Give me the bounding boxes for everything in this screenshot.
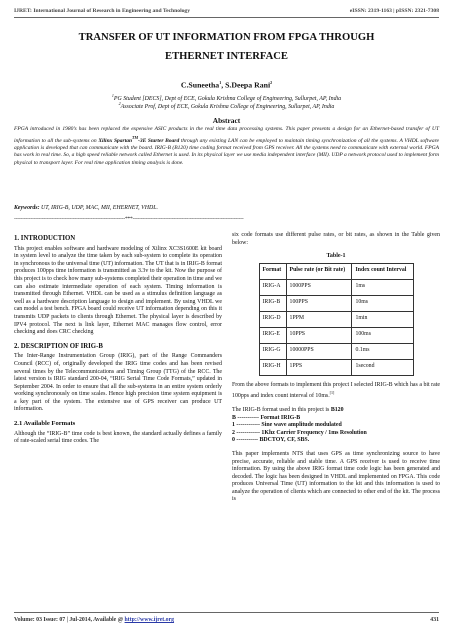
affiliation-2 <box>14 101 439 110</box>
table-cell: IRIG-H <box>259 359 286 375</box>
journal-link[interactable]: http://www.ijret.org <box>124 617 175 623</box>
format-code-list <box>232 415 440 445</box>
running-header <box>14 8 439 14</box>
table-row <box>259 359 413 375</box>
citation-ref: [1] <box>329 390 335 396</box>
author-2: S.Deepa Rani <box>225 80 271 90</box>
section-1-heading: 1. INTRODUCTION <box>14 235 76 242</box>
table-cell: 0.1ms <box>352 343 413 359</box>
table-cell: 1second <box>352 359 413 375</box>
table-row <box>259 327 413 343</box>
footer-volume-text: Volume: 03 Issue: 07 | Jul-2014, Available @ <box>14 617 125 623</box>
format-used-paragraph <box>232 407 440 415</box>
author-1: C.Suneetha <box>180 80 220 90</box>
format-used-text: The IRIG-B format used in this project is <box>232 406 331 413</box>
table-cell: IRIG-A <box>259 279 286 295</box>
selection-paragraph <box>232 382 440 401</box>
footer-volume <box>14 617 174 623</box>
issn: eISSN: 2319-1163 | pISSN: 2321-7308 <box>349 8 439 14</box>
table-header-cell: Pulse rate (or Bit rate) <box>286 263 352 279</box>
author-1-sup: 1 <box>219 80 222 85</box>
table-header-cell: Format <box>259 263 286 279</box>
table-intro: six code formats use different pulse rates, or bit rates, as shown in the Table given below: <box>232 232 440 246</box>
abstract-part-2: through any existing LAN can be employed to maintain timing synchronization of all the systems. A VHDL software application is developed that can communicate with the board. IRIG-B (B120) time coding format received from GPS receiver. All the systems need to communicate with external world. FPGA has work in real time. So, a high speed reliable network called Ethernet is used. In its physical layer we use media independent interface (MII). UDP a network protocol used to implement form physical to transport layer. For real time application timing analysis is done. <box>14 137 439 166</box>
author-list <box>14 80 439 90</box>
table-cell: 1ms <box>352 279 413 295</box>
journal-name: IJRET: International Journal of Research in Engineering and Technology <box>14 8 191 14</box>
table-row <box>259 279 413 295</box>
page-number: 431 <box>430 617 439 623</box>
table-row <box>259 311 413 327</box>
title-line-2: ETHERNET INTERFACE <box>165 51 288 62</box>
section-2-heading: 2. DESCRIPTION OF IRIG-B <box>14 342 103 350</box>
keywords-text: UT, IRIG-B, UDP, MAC, MII, EHERNET, VHDL. <box>39 205 158 211</box>
table-caption: Table-1 <box>326 253 346 260</box>
table-cell: IRIG-D <box>259 311 286 327</box>
table-header-row <box>259 263 413 279</box>
aff1-sup: 1 <box>111 93 114 98</box>
table-cell: IRIG-B <box>259 295 286 311</box>
formats-table <box>259 263 414 376</box>
table-cell: IRIG-E <box>259 327 286 343</box>
author-sep: , <box>221 80 226 90</box>
paper-title <box>14 28 439 66</box>
code-line: 1 ------------ Sine wave amplitude modulated <box>232 422 342 429</box>
selection-text: From the above formats to implement this project I selected IRIG-B which has a bit rate 100pps and index count interval of 10ms. <box>232 381 440 400</box>
abstract-body <box>14 126 439 167</box>
footer-rule <box>14 612 439 613</box>
section-1-paragraph: This project enables software and hardware modeling of Xilinx XC3S1600E kit board in system level to analyze the time taken by each sub-system to complete its operation in synchronous to the universal time (UT) information. The UT that is in IRIG-B format produces 100pps time information is transmitted as 3.3v to the kit. Now the purpose of this project is to check how many sub-systems completed their operation in time and we can also estimate intermediate operation of each system. Timing information is transmitted through Ethernet. VHDL can be used as a stimulus definition language as well as a hardware description language to design and implement. By using VHDL we can model a test bench. FPGA board could receive UT information depending on this it transmits UDP packets to clients through Ethernet. The physical layer is described by IPV4 protocol. The next is link layer, Ethernet MAC manages flow control, error checking and does CRC checking <box>14 245 222 336</box>
table-cell: 100ms <box>352 327 413 343</box>
section-divider: --------------------------------------------------------------------***-------------------------------------------------------------------- <box>14 216 244 222</box>
keywords <box>14 205 439 211</box>
table-cell: IRIG-G <box>259 343 286 359</box>
left-column <box>14 232 222 452</box>
table-cell: 10ms <box>352 295 413 311</box>
table-row <box>259 343 413 359</box>
format-code: B120 <box>330 406 344 413</box>
title-line-1: TRANSFER OF UT INFORMATION FROM FPGA THROUGH <box>78 32 375 43</box>
abstract-part-1: FPGA introduced in 1980’s has been replaced the expensive ASIC products in the real time data processing systems. This paper presents a design for an Ethernet-based transfer of UT information to all the sub-systems on <box>14 126 439 144</box>
section-2-paragraph: The Inter-Range Instrumentation Group (IRIG), part of the Range Commanders Council (RCC) of, originally developed the IRIG time codes and has been revised several times by the Telecommunications and Timing Group (TTG) of the RCC. The latest version is IRIG standard 200-04, “IRIG Serial Time Code Formats,” updated in September 2004. In order to ensure that all the sub-systems in an entire system orderly working synchronously on time scales. Hence high precision time system equipment is a key part of the system. The extensive use of GPS receiver can produce UT information. <box>14 353 222 413</box>
right-column <box>232 232 440 510</box>
aff2-text: Associate Prof, Dept of ECE, Gokula Krishna College of Engineering, Sullurpet, AP, India <box>120 103 335 110</box>
table-header-cell: Index count Interval <box>352 263 413 279</box>
table-cell: 1000PPS <box>286 279 352 295</box>
table-cell: 100PPS <box>286 295 352 311</box>
abstract-board-name-2: -3E Starter Board <box>138 137 180 144</box>
table-cell: 10PPS <box>286 327 352 343</box>
aff1-text: PG Student [DECS], Dept of ECE, Gokula Krishna College of Engineering, Sullurpet, AP, India <box>113 95 342 102</box>
code-line: 2 ------------ 1Khz Carrier Frequency / 1ms Resolution <box>232 429 367 436</box>
abstract-board-name: Xilinx Spartan <box>98 137 133 144</box>
table-row <box>259 295 413 311</box>
aff2-sup: 2 <box>118 101 121 106</box>
author-2-sup: 2 <box>270 80 273 85</box>
nts-paragraph: This paper implements NTS that uses GPS as time synchronizing source to have precise, accurate, reliable and stable time. A GPS receiver is used to receive time information. By using the above IRIG format time code logic has been generated and decoded. The logic has been designed in VHDL and implemented on FPGA. This code produces Universal Time (UT) information to the kit and this information is used to analyze the operation of clients which are connected to other end of the kit. The process is <box>232 450 440 503</box>
keywords-label: Keywords: <box>14 205 40 211</box>
code-line: 0 ----------- BDCTOY, CF, SBS. <box>232 437 310 444</box>
running-footer <box>14 617 439 623</box>
code-line: B ----------- Format IRIG-B <box>232 414 301 421</box>
abstract-tm: TM <box>132 134 139 140</box>
header-rule <box>14 17 439 18</box>
section-2-1-heading: 2.1 Available Formats <box>14 420 76 428</box>
table-cell: 1PPM <box>286 311 352 327</box>
table-cell: 10000PPS <box>286 343 352 359</box>
table-cell: 1PPS <box>286 359 352 375</box>
section-2-1-paragraph: Although the “IRIG-B” time code is best known, the standard actually defines a family of rate-scaled serial time codes. The <box>14 430 222 445</box>
abstract-heading: Abstract <box>212 116 241 125</box>
table-cell: 1min <box>352 311 413 327</box>
